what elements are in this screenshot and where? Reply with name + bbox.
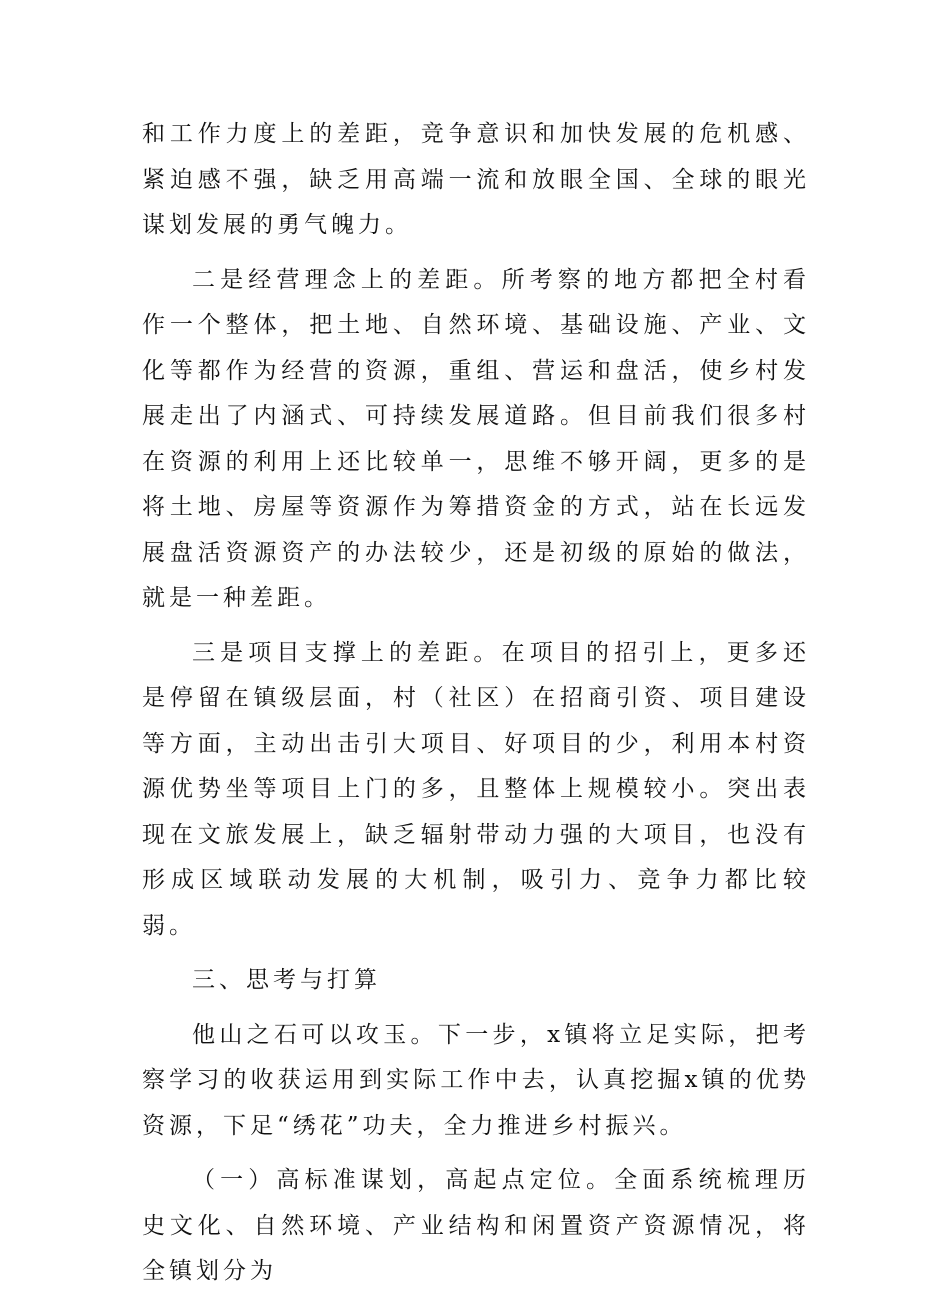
document-body (142, 112, 810, 1304)
paragraph-project-support-gap: 三是项目支撑上的差距。在项目的招引上，更多还是停留在镇级层面，村（社区）在招商引资、项目建设等方面，主动出击引大项目、好项目的少，利用本村资源优势坐等项目上门的多，且整体上规模较小。突出表现在文旅发展上，缺乏辐射带动力强的大项目，也没有形成区域联动发展的大机制，吸引力、竞争力都比较弱。 (142, 639, 810, 939)
paragraph-high-standard-planning: （一）高标准谋划，高起点定位。全面系统梳理历史文化、自然环境、产业结构和闲置资产资源情况，将全镇划分为 (142, 1167, 810, 1284)
section-heading-thinking-plans: 三、思考与打算 (192, 967, 381, 993)
paragraph-next-steps: 他山之石可以攻玉。下一步，x镇将立足实际，把考察学习的收获运用到实际工作中去，认真挖掘x镇的优势资源，下足“绣花”功夫，全力推进乡村振兴。 (142, 1021, 810, 1139)
paragraph-continued: 和工作力度上的差距，竞争意识和加快发展的危机感、紧迫感不强，缺乏用高端一流和放眼全国、全球的眼光谋划发展的勇气魄力。 (142, 121, 810, 238)
paragraph-business-concept-gap: 二是经营理念上的差距。所考察的地方都把全村看作一个整体，把土地、自然环境、基础设施、产业、文化等都作为经营的资源，重组、营运和盘活，使乡村发展走出了内涵式、可持续发展道路。但目前我们很多村在资源的利用上还比较单一，思维不够开阔，更多的是将土地、房屋等资源作为筹措资金的方式，站在长远发展盘活资源资产的办法较少，还是初级的原始的做法，就是一种差距。 (142, 266, 810, 611)
